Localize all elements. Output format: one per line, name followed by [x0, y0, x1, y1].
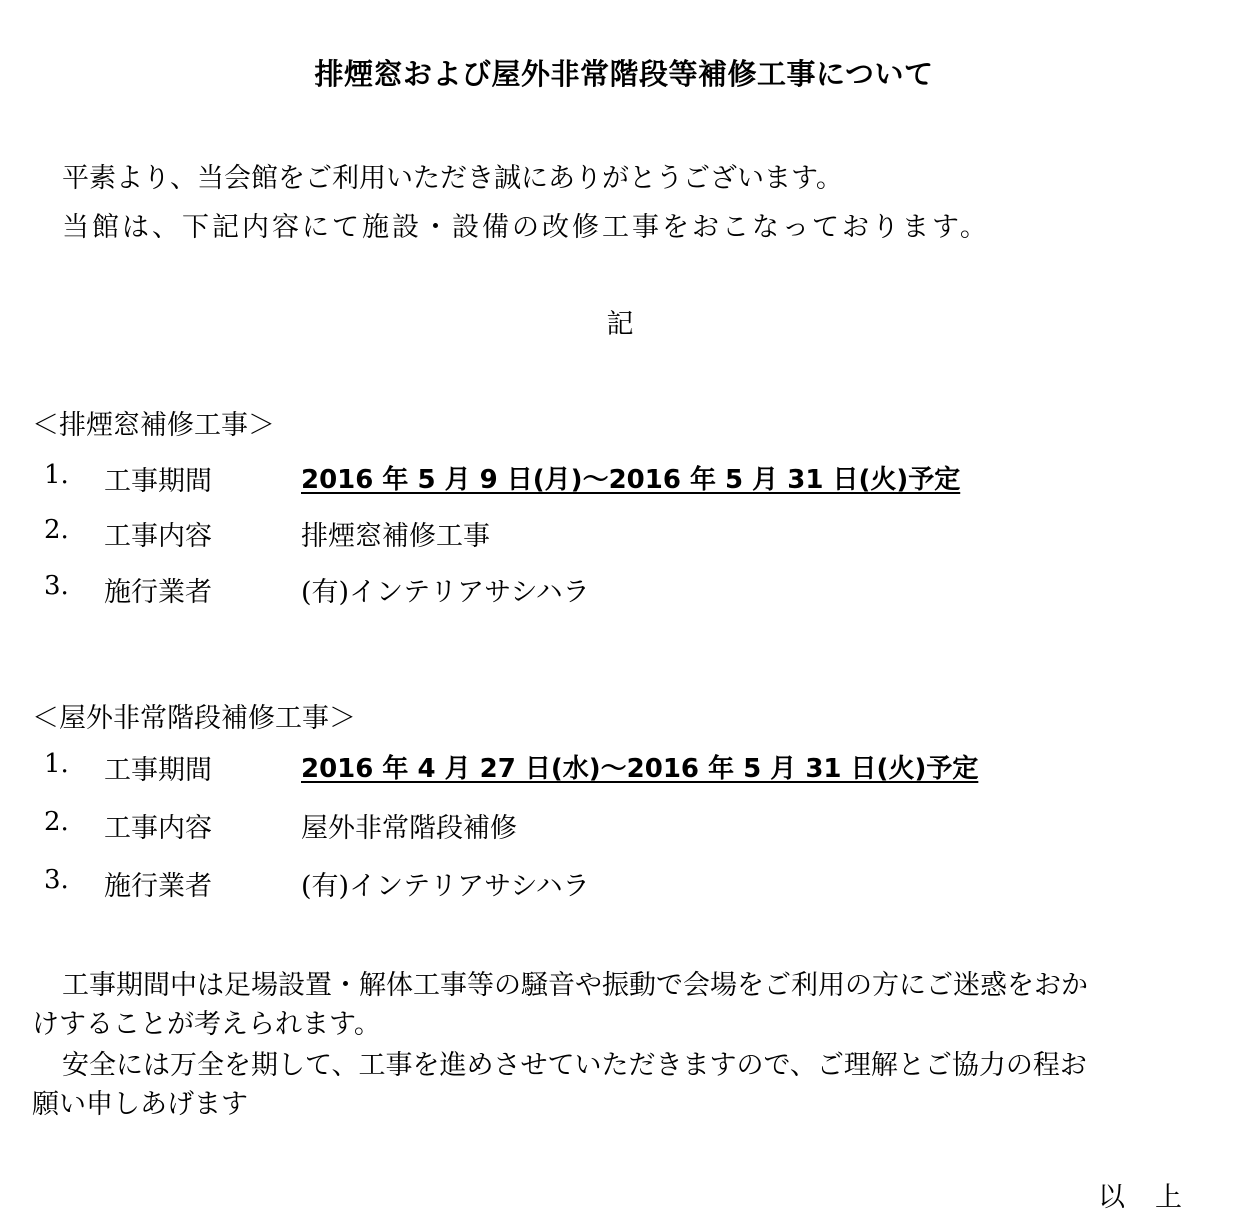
- construction-content: 排煙窓補修工事: [301, 521, 490, 552]
- item-number: 2.: [44, 515, 69, 545]
- item-number: 2.: [44, 807, 69, 837]
- item-number: 3.: [44, 865, 69, 895]
- item-number: 1.: [44, 460, 69, 490]
- construction-period: 2016 年 4 月 27 日(水)～2016 年 5 月 31 日(火)予定: [301, 754, 979, 784]
- item-label: 工事内容: [104, 813, 212, 844]
- closing-line-4: 願い申しあげます: [32, 1089, 248, 1120]
- item-number: 1.: [44, 749, 69, 779]
- item-label: 工事期間: [104, 755, 212, 786]
- item-number: 3.: [44, 571, 69, 601]
- intro-line-1: 平素より、当会館をご利用いただき誠にありがとうございます。: [62, 163, 843, 194]
- intro-line-2: 当館は、下記内容にて施設・設備の改修工事をおこなっております。: [62, 212, 990, 243]
- closing-line-1: 工事期間中は足場設置・解体工事等の騒音や振動で会場をご利用の方にご迷惑をおか: [62, 970, 1088, 1001]
- ki-heading: 記: [606, 309, 634, 340]
- item-label: 施行業者: [104, 577, 212, 608]
- section-heading-emergency-stairs: ＜屋外非常階段補修工事＞: [32, 703, 356, 734]
- construction-period: 2016 年 5 月 9 日(月)～2016 年 5 月 31 日(火)予定: [301, 465, 961, 495]
- document-title: 排煙窓および屋外非常階段等補修工事について: [314, 57, 934, 91]
- item-label: 施行業者: [104, 871, 212, 902]
- item-label: 工事期間: [104, 466, 212, 497]
- construction-content: 屋外非常階段補修: [301, 813, 517, 844]
- closing-line-2: けすることが考えられます。: [32, 1009, 381, 1040]
- end-mark: 以上: [1098, 1182, 1212, 1213]
- item-label: 工事内容: [104, 521, 212, 552]
- contractor: (有)インテリアサシハラ: [301, 871, 590, 902]
- section-heading-smoke-window: ＜排煙窓補修工事＞: [32, 410, 275, 441]
- closing-line-3: 安全には万全を期して、工事を進めさせていただきますので、ご理解とご協力の程お: [62, 1050, 1087, 1081]
- contractor: (有)インテリアサシハラ: [301, 577, 590, 608]
